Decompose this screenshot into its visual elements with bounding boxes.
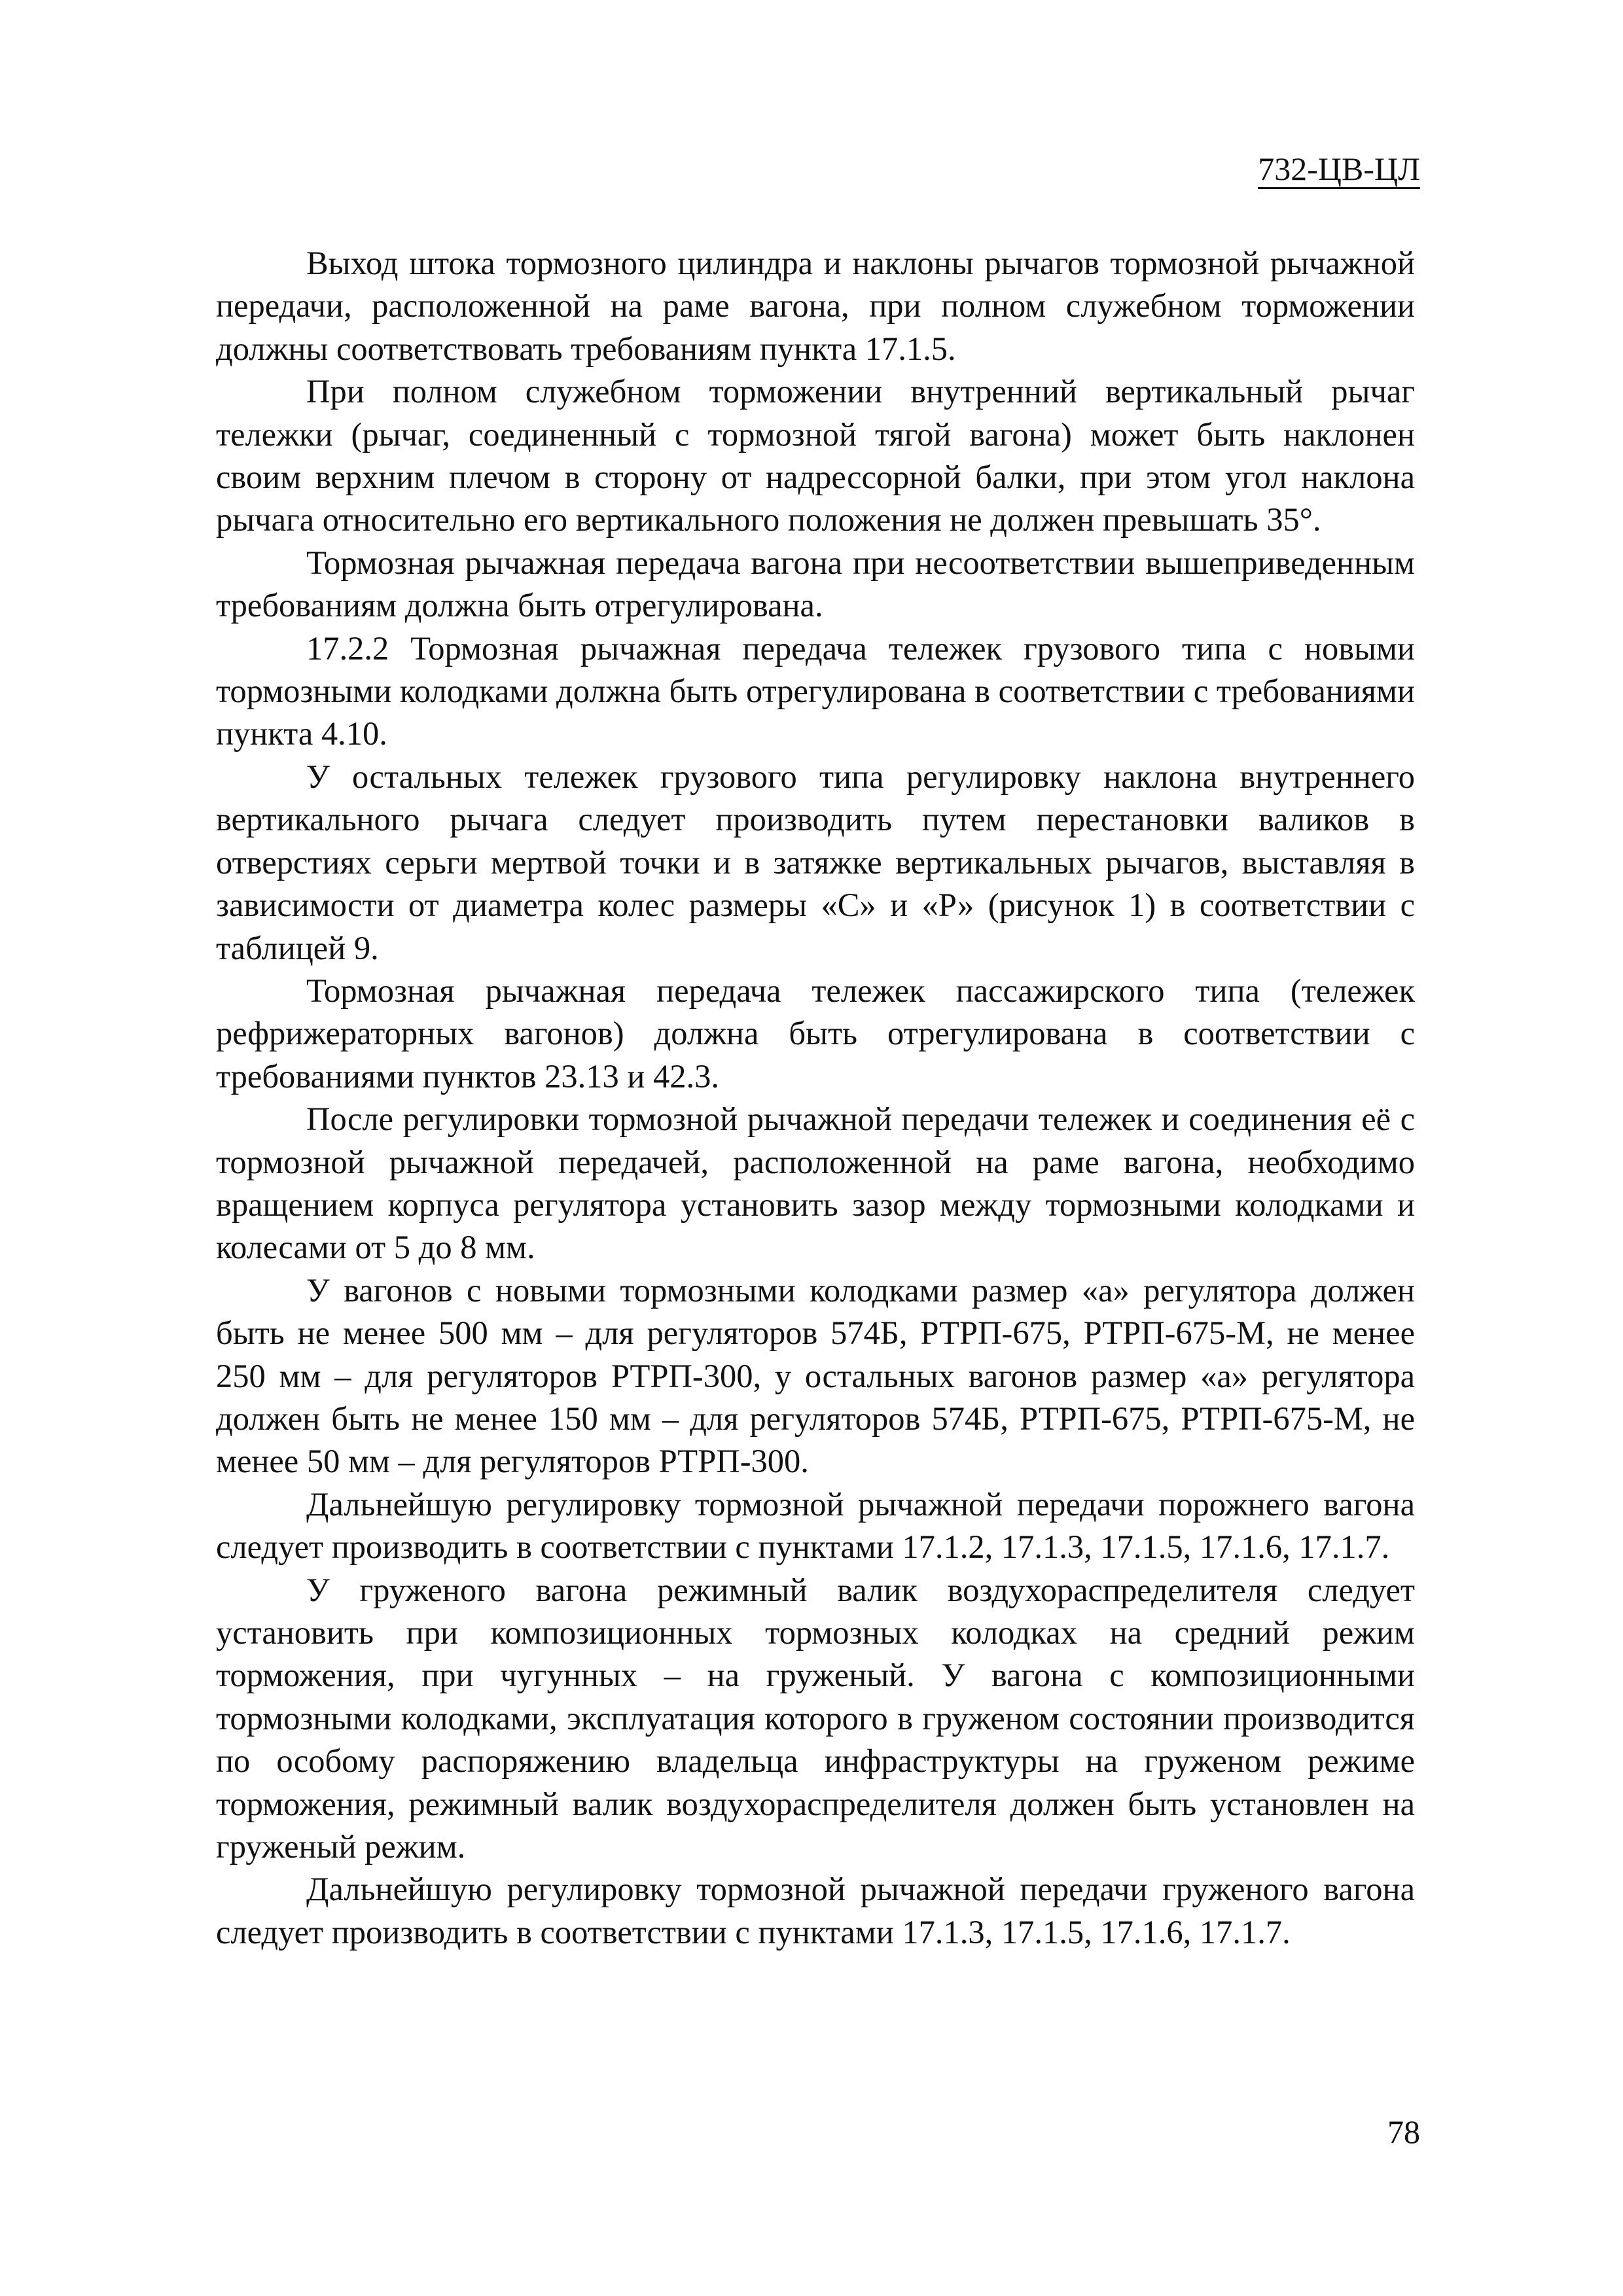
- document-code: [1258, 149, 1420, 188]
- paragraph: У остальных тележек грузового типа регулировку наклона внутреннего вертикального рычага следует производить путем перестановки валиков в отверстиях серьги мертвой точки и в затяжке вертикальных рычагов, выставляя в зависимости от диаметра колес размеры «С» и «Р» (рисунок 1) в соответствии с таблицей 9.: [216, 758, 1415, 966]
- paragraph: При полном служебном торможении внутренний вертикальный рычаг тележки (рычаг, соединенный с тормозной тягой вагона) может быть наклонен своим верхним плечом в сторону от надрессорной балки, при этом угол наклона рычага относительно его вертикального положения не должен превышать 35°.: [216, 373, 1415, 539]
- document-code-text: 732-ЦВ-ЦЛ: [1258, 150, 1420, 189]
- paragraph: 17.2.2 Тормозная рычажная передача тележек грузового типа с новыми тормозными колодками должна быть отрегулирована в соответствии с требованиями пункта 4.10.: [216, 629, 1415, 752]
- paragraph: У вагонов с новыми тормозными колодками размер «а» регулятора должен быть не менее 500 мм – для регуляторов 574Б, РТРП-675, РТРП-675-М, не менее 250 мм – для регуляторов РТРП-300, у остальных вагонов размер «а» регулятора должен быть не менее 150 мм – для регуляторов 574Б, РТРП-675, РТРП-675-М, не менее 50 мм – для регуляторов РТРП-300.: [216, 1271, 1415, 1480]
- paragraph: После регулировки тормозной рычажной передачи тележек и соединения её с тормозной рычажной передачей, расположенной на раме вагона, необходимо вращением корпуса регулятора установить зазор между тормозными колодками и колесами от 5 до 8 мм.: [216, 1101, 1415, 1266]
- paragraph: Тормозная рычажная передача тележек пассажирского типа (тележек рефрижераторных вагонов) должна быть отрегулирована в соответствии с требованиями пунктов 23.13 и 42.3.: [216, 972, 1415, 1095]
- page-number: 78: [1387, 2113, 1420, 2150]
- paragraph: У груженого вагона режимный валик воздухораспределителя следует установить при композиционных тормозных колодках на средний режим торможения, при чугунных – на груженый. У вагона с композиционными тормозными колодками, эксплуатация которого в груженом состоянии производится по особому распоряжению владельца инфраструктуры на груженом режиме торможения, режимный валик воздухораспределителя должен быть установлен на груженый режим.: [216, 1571, 1415, 1865]
- paragraph: Дальнейшую регулировку тормозной рычажной передачи груженого вагона следует производить в соответствии с пунктами 17.1.3, 17.1.5, 17.1.6, 17.1.7.: [216, 1871, 1415, 1951]
- paragraph: Тормозная рычажная передача вагона при несоответствии вышеприведенным требованиям должна быть отрегулирована.: [216, 544, 1415, 624]
- body-text: [216, 242, 1415, 1954]
- paragraph: Дальнейшую регулировку тормозной рычажной передачи порожнего вагона следует производить в соответствии с пунктами 17.1.2, 17.1.3, 17.1.5, 17.1.6, 17.1.7.: [216, 1485, 1415, 1566]
- paragraph: Выход штока тормозного цилиндра и наклоны рычагов тормозной рычажной передачи, расположенной на раме вагона, при полном служебном торможении должны соответствовать требованиям пункта 17.1.5.: [216, 245, 1415, 367]
